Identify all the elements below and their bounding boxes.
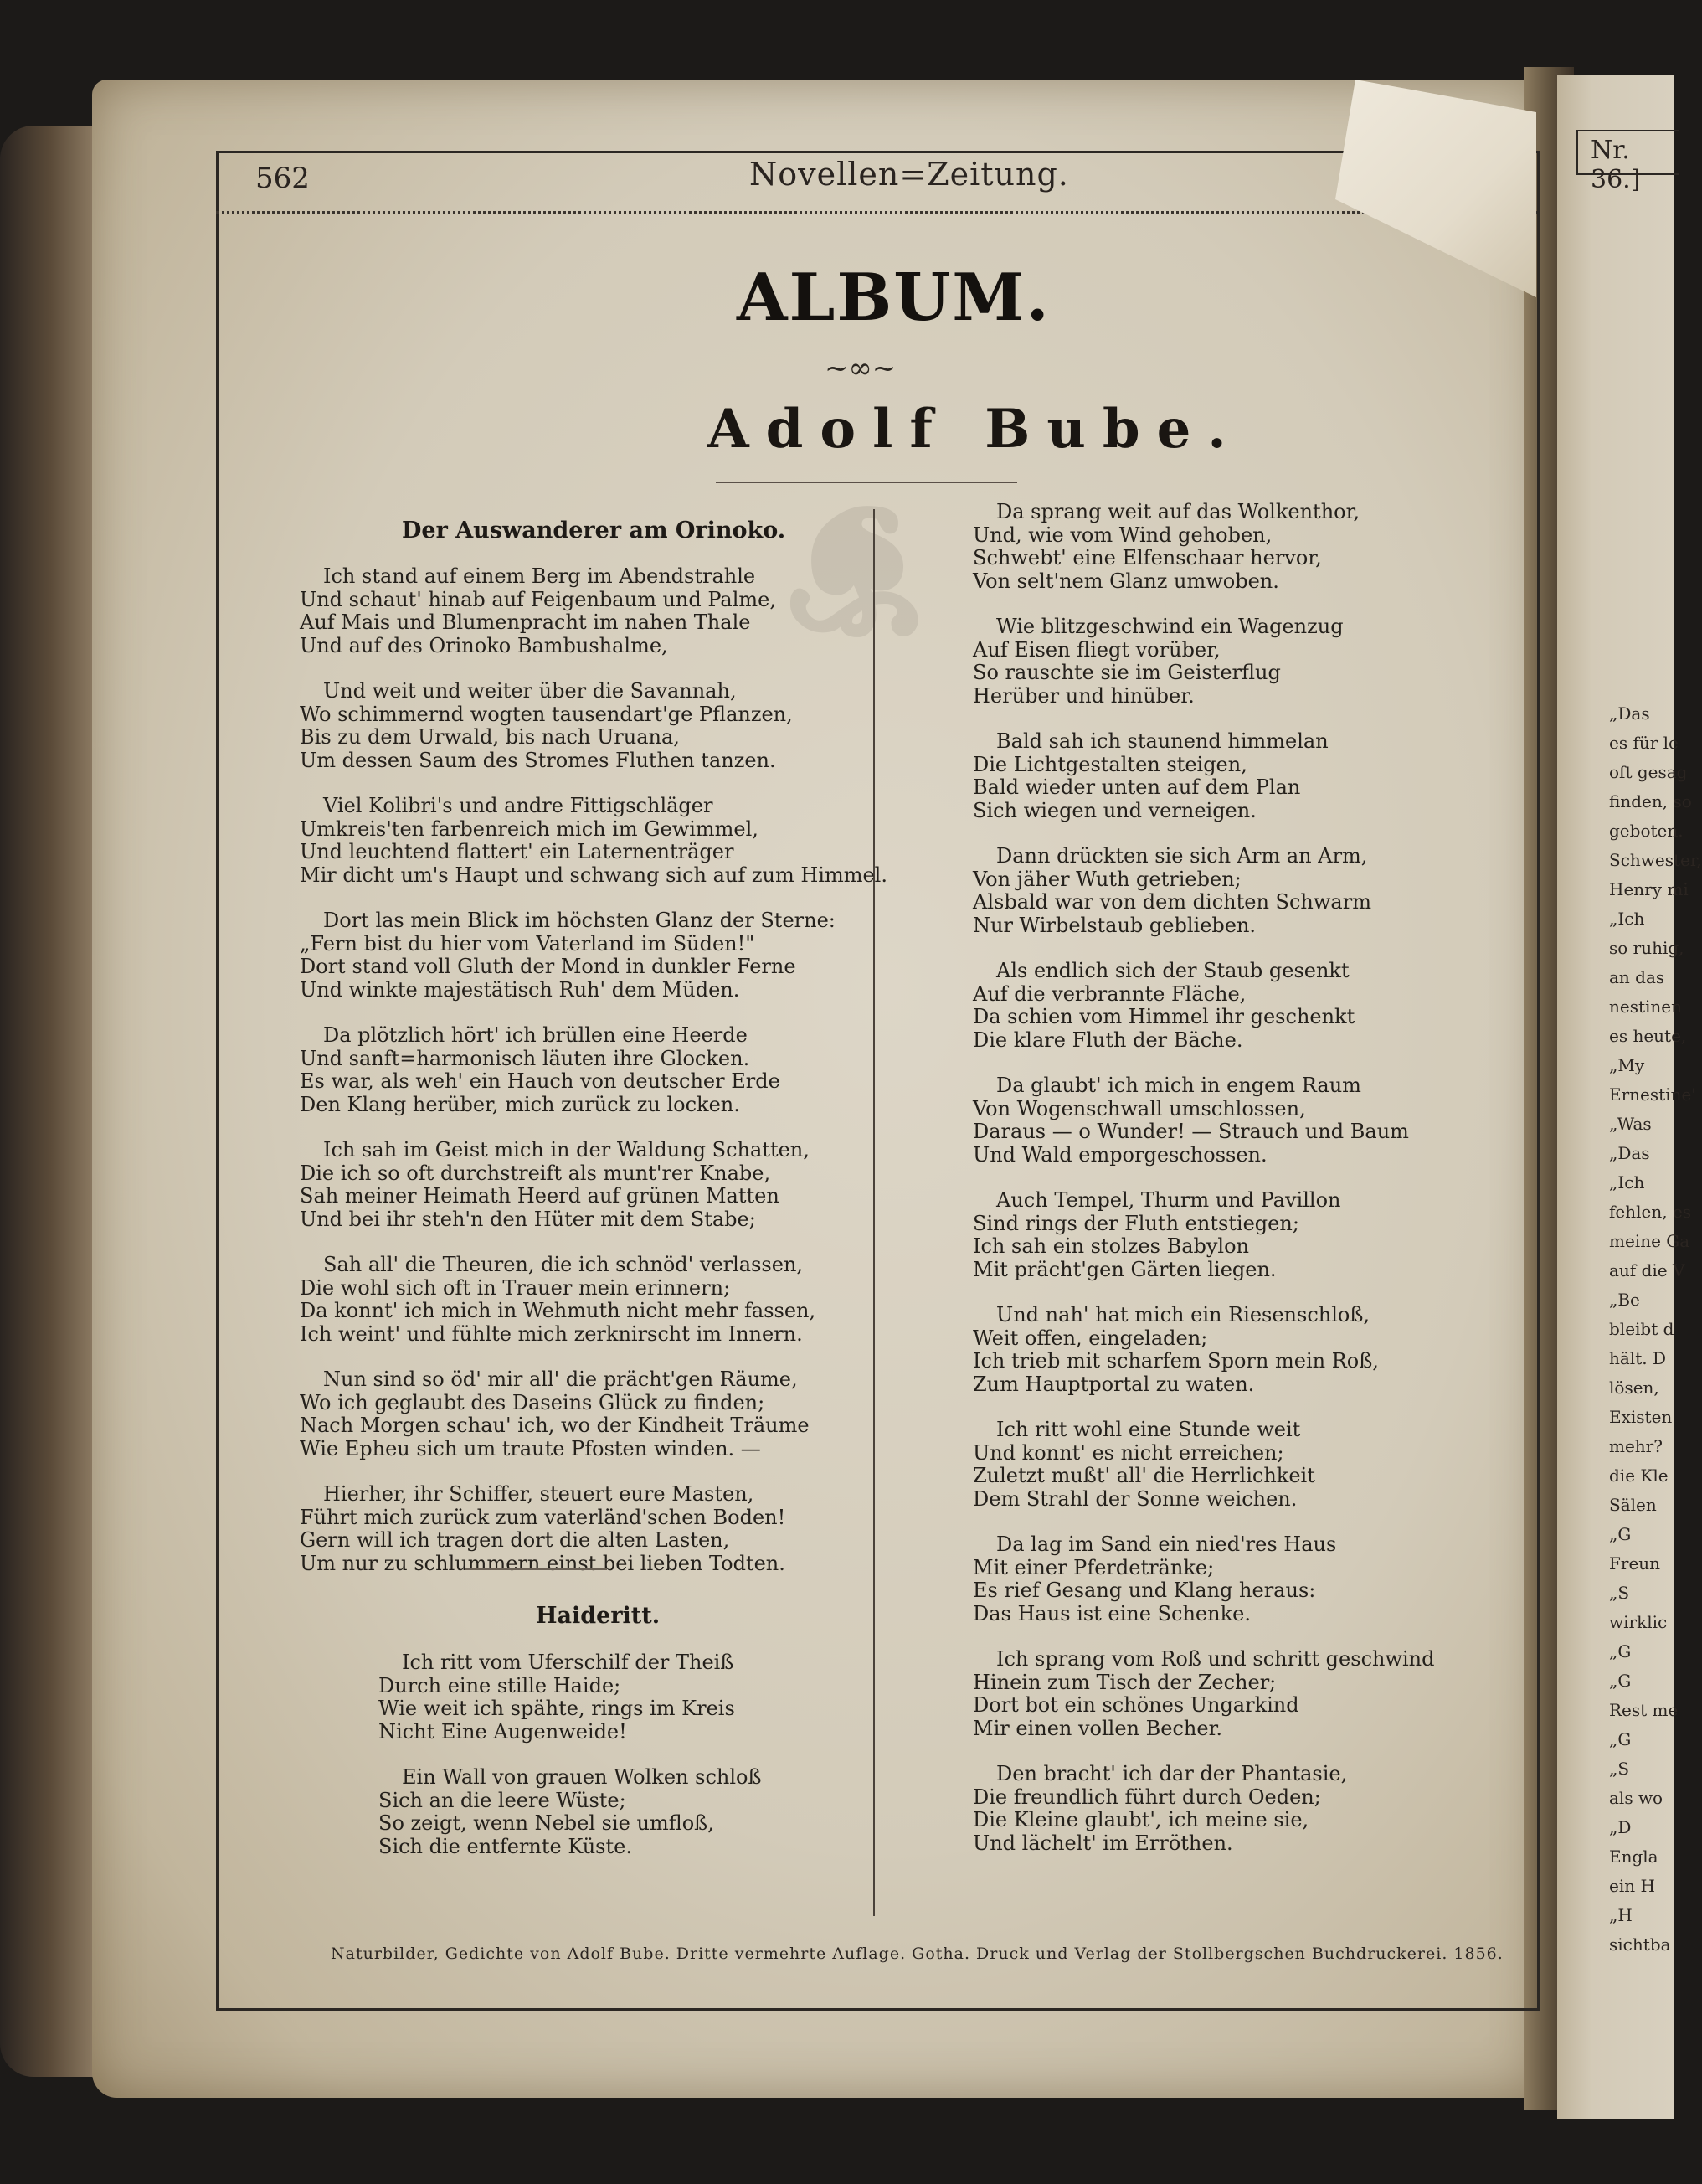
verse-line: Die klare Fluth der Bäche. xyxy=(973,1028,1243,1052)
verse-line: Dort bot ein schönes Ungarkind xyxy=(973,1693,1299,1717)
verse-line: Wie blitzgeschwind ein Wagenzug xyxy=(996,615,1344,638)
verse-line: Und auf des Orinoko Bambushalme, xyxy=(300,633,668,657)
next-page-line: Rest me xyxy=(1609,1700,1679,1720)
stanza xyxy=(300,1024,780,1116)
verse-line: Führt mich zurück zum vaterländ'schen Boden! xyxy=(300,1505,786,1529)
verse-line: Und konnt' es nicht erreichen; xyxy=(973,1440,1284,1465)
verse-line: Gern will ich tragen dort die alten Lasten, xyxy=(300,1528,730,1552)
next-page-line: „Was xyxy=(1609,1114,1652,1134)
stanza xyxy=(973,1304,1379,1396)
verse-line: Auch Tempel, Thurm und Pavillon xyxy=(996,1188,1341,1212)
verse-line: Und leuchtend flattert' ein Laternenträger xyxy=(300,840,734,863)
verse-line: Bis zu dem Urwald, bis nach Uruana, xyxy=(300,725,680,749)
stanza xyxy=(973,845,1371,937)
next-page-line: die Kle xyxy=(1609,1465,1669,1486)
verse-line: Mir einen vollen Becher. xyxy=(973,1716,1223,1740)
next-page-header: Nr. 36.] xyxy=(1591,136,1641,194)
next-page-line: hält. D xyxy=(1609,1348,1666,1368)
verse-line: Von Wogenschwall umschlossen, xyxy=(973,1096,1306,1120)
next-page-line: oft gesag xyxy=(1609,762,1688,782)
verse-line: Hierher, ihr Schiffer, steuert eure Masten, xyxy=(323,1482,754,1506)
stanza xyxy=(300,1483,785,1575)
verse-line: Nicht Eine Augenweide! xyxy=(378,1719,627,1744)
verse-line: Ich sah im Geist mich in der Waldung Schatten, xyxy=(323,1138,810,1162)
verse-line: Nur Wirbelstaub geblieben. xyxy=(973,913,1257,937)
next-page-line: meine Ga xyxy=(1609,1231,1690,1251)
show-through-watermark: ❦ xyxy=(781,461,944,678)
verse-line: Daraus — o Wunder! — Strauch und Baum xyxy=(973,1120,1409,1143)
verse-line: Dann drückten sie sich Arm an Arm, xyxy=(996,844,1368,868)
stanza xyxy=(378,1766,762,1858)
next-page-line: nestinen xyxy=(1609,997,1683,1017)
next-page-line: es für le xyxy=(1609,733,1679,753)
next-page-line: ein H xyxy=(1609,1876,1655,1896)
poem-title: Der Auswanderer am Orinoko. xyxy=(402,518,786,543)
verse-line: Um nur zu schlummern einst bei lieben Todten. xyxy=(300,1551,785,1575)
verse-line: Und schaut' hinab auf Feigenbaum und Palme, xyxy=(300,587,777,611)
verse-line: Da glaubt' ich mich in engem Raum xyxy=(996,1074,1361,1097)
next-page-line: „S xyxy=(1609,1759,1630,1779)
verse-line: Nun sind so öd' mir all' die prächt'gen Räume, xyxy=(323,1368,798,1391)
verse-line: Schwebt' eine Elfenschaar hervor, xyxy=(973,546,1322,569)
next-page-line: mehr? xyxy=(1609,1436,1663,1456)
next-page-line: „Ich xyxy=(1609,1172,1645,1192)
next-page-line: fehlen, es xyxy=(1609,1202,1692,1222)
verse-line: Ich sprang vom Roß und schritt geschwind xyxy=(996,1647,1435,1671)
stanza xyxy=(973,1533,1336,1625)
verse-line: Auf die verbrannte Fläche, xyxy=(973,981,1247,1006)
next-page-line: Freun xyxy=(1609,1553,1661,1574)
verse-line: Bald wieder unten auf dem Plan xyxy=(973,775,1301,799)
album-title: ALBUM. xyxy=(737,260,1051,336)
verse-line: Die Lichtgestalten steigen, xyxy=(973,752,1247,776)
next-page-line: „S xyxy=(1609,1583,1630,1603)
stanza xyxy=(300,565,776,657)
verse-line: Ein Wall von grauen Wolken schloß xyxy=(402,1765,762,1789)
next-page-line: „G xyxy=(1609,1641,1632,1661)
stanza xyxy=(973,1189,1340,1281)
stanza xyxy=(973,1648,1435,1740)
stanza xyxy=(973,1074,1409,1167)
next-page-line: lösen, xyxy=(1609,1378,1659,1398)
verse-line: Es war, als weh' ein Hauch von deutscher Erde xyxy=(300,1069,780,1093)
verse-line: Und bei ihr steh'n den Hüter mit dem Stabe; xyxy=(300,1207,756,1231)
next-page-line: „G xyxy=(1609,1729,1632,1749)
verse-line: Bald sah ich staunend himmelan xyxy=(996,729,1329,753)
verse-line: Sind rings der Fluth entstiegen; xyxy=(973,1211,1299,1235)
stanza xyxy=(300,795,887,887)
next-page-line: Henry mi xyxy=(1609,879,1689,899)
verse-line: Herüber und hinüber. xyxy=(973,683,1195,708)
next-page-line: finden, so xyxy=(1609,791,1692,811)
verse-line: Da schien vom Himmel ihr geschenkt xyxy=(973,1005,1355,1028)
verse-line: So rauschte sie im Geisterflug xyxy=(973,661,1281,684)
verse-line: Den Klang herüber, mich zurück zu locken. xyxy=(300,1092,740,1116)
verse-line: Von jäher Wuth getrieben; xyxy=(973,867,1242,891)
next-page-line: „Das xyxy=(1609,703,1650,724)
next-page-line: Schwester, xyxy=(1609,850,1702,870)
verse-line: Das Haus ist eine Schenke. xyxy=(973,1601,1251,1625)
next-page-line: „G xyxy=(1609,1524,1632,1544)
verse-line: Weit offen, eingeladen; xyxy=(973,1326,1208,1350)
verse-line: Hinein zum Tisch der Zecher; xyxy=(973,1670,1277,1694)
verse-line: Und Wald emporgeschossen. xyxy=(973,1142,1268,1167)
next-page-line: „Ich xyxy=(1609,909,1645,929)
next-page-line: Sälen xyxy=(1609,1495,1657,1515)
next-page-line: Existen xyxy=(1609,1407,1673,1427)
verse-line: Ich stand auf einem Berg im Abendstrahle xyxy=(323,564,756,588)
verse-line: Ich weint' und fühlte mich zerknirscht im Innern. xyxy=(300,1321,803,1346)
next-page-line: sichtba xyxy=(1609,1934,1671,1955)
poem-title: Haideritt. xyxy=(536,1603,661,1629)
author-rule xyxy=(716,482,1017,483)
next-page-line: bleibt d xyxy=(1609,1319,1674,1339)
verse-line: Mit prächt'gen Gärten liegen. xyxy=(973,1257,1277,1281)
next-page-line: „H xyxy=(1609,1905,1633,1925)
verse-line: Dort las mein Blick im höchsten Glanz der Sterne: xyxy=(323,909,836,932)
header-rule xyxy=(216,211,1537,214)
verse-line: Da plötzlich hört' ich brüllen eine Heerde xyxy=(323,1023,748,1047)
verse-line: Sah all' die Theuren, die ich schnöd' verlassen, xyxy=(323,1253,804,1276)
stanza xyxy=(973,501,1360,593)
next-page-line: an das xyxy=(1609,967,1665,987)
verse-line: Als endlich sich der Staub gesenkt xyxy=(996,959,1350,982)
next-page-line: wirklic xyxy=(1609,1612,1668,1632)
next-page-line: „Be xyxy=(1609,1290,1640,1310)
verse-line: Die wohl sich oft in Trauer mein erinnern; xyxy=(300,1275,731,1300)
verse-line: Den bracht' ich dar der Phantasie, xyxy=(996,1762,1348,1785)
verse-line: Ich ritt vom Uferschilf der Theiß xyxy=(402,1651,734,1674)
stanza xyxy=(300,1254,815,1346)
next-page-line: geboten. xyxy=(1609,821,1684,841)
page-number: 562 xyxy=(255,162,310,195)
verse-line: Sah meiner Heimath Heerd auf grünen Matten xyxy=(300,1184,779,1208)
verse-line: Da sprang weit auf das Wolkenthor, xyxy=(996,500,1360,523)
column-divider xyxy=(873,509,875,1916)
verse-line: Die ich so oft durchstreift als munt'rer Knabe, xyxy=(300,1161,771,1185)
verse-line: Ich ritt wohl eine Stunde weit xyxy=(996,1418,1301,1441)
stanza xyxy=(973,730,1329,822)
next-page-line: „G xyxy=(1609,1671,1632,1691)
verse-line: Mit einer Pferdetränke; xyxy=(973,1555,1215,1579)
verse-line: Dem Strahl der Sonne weichen. xyxy=(973,1486,1298,1511)
verse-line: Durch eine stille Haide; xyxy=(378,1673,621,1697)
stanza xyxy=(300,1368,810,1460)
next-page-line: es heute, xyxy=(1609,1026,1687,1046)
verse-line: Es rief Gesang und Klang heraus: xyxy=(973,1579,1316,1602)
verse-line: „Fern bist du hier vom Vaterland im Süden!" xyxy=(300,931,755,956)
next-page-line: „Das xyxy=(1609,1143,1650,1163)
verse-line: Auf Mais und Blumenpracht im nahen Thale xyxy=(300,610,751,634)
verse-line: Alsbald war von dem dichten Schwarm xyxy=(973,890,1371,914)
verse-line: Von selt'nem Glanz umwoben. xyxy=(973,569,1279,593)
verse-line: Wie Epheu sich um traute Pfosten winden. — xyxy=(300,1436,761,1460)
verse-line: Nach Morgen schau' ich, wo der Kindheit Träume xyxy=(300,1414,810,1437)
next-page-line: auf die V xyxy=(1609,1260,1685,1280)
verse-line: Viel Kolibri's und andre Fittigschläger xyxy=(323,794,713,817)
verse-line: Zum Hauptportal zu waten. xyxy=(973,1372,1255,1396)
stanza xyxy=(973,960,1355,1052)
poem-separator xyxy=(465,1568,607,1570)
author-name: Adolf Bube. xyxy=(707,398,1243,461)
journal-title: Novellen=Zeitung. xyxy=(749,156,1069,193)
verse-line: Und lächelt' im Erröthen. xyxy=(973,1831,1233,1855)
verse-line: Die Kleine glaubt', ich meine sie, xyxy=(973,1808,1309,1831)
verse-line: Sich die entfernte Küste. xyxy=(378,1834,632,1858)
verse-line: Und weit und weiter über die Savannah, xyxy=(323,679,737,703)
verse-line: Und winkte majestätisch Ruh' dem Müden. xyxy=(300,977,740,1002)
verse-line: Da konnt' ich mich in Wehmuth nicht mehr fassen, xyxy=(300,1299,816,1322)
verse-line: So zeigt, wenn Nebel sie umfloß, xyxy=(378,1811,714,1835)
verse-line: Da lag im Sand ein nied'res Haus xyxy=(996,1532,1337,1556)
imprint-line: Naturbilder, Gedichte von Adolf Bube. Dritte vermehrte Auflage. Gotha. Druck und Verlag der Stollbergschen Buchdruckerei. 1856. xyxy=(331,1944,1504,1963)
stanza xyxy=(378,1651,735,1744)
verse-line: Ich sah ein stolzes Babylon xyxy=(973,1234,1250,1258)
stanza xyxy=(973,1763,1347,1855)
next-page-line: Engla xyxy=(1609,1847,1658,1867)
stanza xyxy=(300,680,793,772)
stanza xyxy=(300,1139,810,1231)
verse-line: Die freundlich führt durch Oeden; xyxy=(973,1785,1321,1809)
verse-line: Wo ich geglaubt des Daseins Glück zu finden; xyxy=(300,1390,765,1414)
stanza xyxy=(973,616,1344,708)
verse-line: Wie weit ich spähte, rings im Kreis xyxy=(378,1697,735,1720)
verse-line: Zuletzt mußt' all' die Herrlichkeit xyxy=(973,1464,1315,1487)
stanza xyxy=(973,1419,1315,1511)
verse-line: Mir dicht um's Haupt und schwang sich auf zum Himmel. xyxy=(300,863,887,887)
verse-line: Ich trieb mit scharfem Sporn mein Roß, xyxy=(973,1349,1379,1373)
verse-line: Sich wiegen und verneigen. xyxy=(973,798,1257,822)
verse-line: Um dessen Saum des Stromes Fluthen tanzen. xyxy=(300,748,776,772)
verse-line: Wo schimmernd wogten tausendart'ge Pflanzen, xyxy=(300,702,793,726)
next-page-line: „My xyxy=(1609,1055,1645,1075)
next-page-line: als wo xyxy=(1609,1788,1663,1808)
next-page-line: Ernestine' xyxy=(1609,1084,1696,1105)
verse-line: Dort stand voll Gluth der Mond in dunkler Ferne xyxy=(300,955,796,978)
verse-line: Und sanft=harmonisch läuten ihre Glocken. xyxy=(300,1046,750,1070)
next-page-line: so ruhig, xyxy=(1609,938,1684,958)
verse-line: Sich an die leere Wüste; xyxy=(378,1788,626,1812)
verse-line: Auf Eisen fliegt vorüber, xyxy=(973,637,1221,662)
stanza xyxy=(300,909,836,1002)
verse-line: Und nah' hat mich ein Riesenschloß, xyxy=(996,1303,1370,1326)
next-page-line: „D xyxy=(1609,1817,1632,1837)
verse-line: Und, wie vom Wind gehoben, xyxy=(973,523,1273,547)
verse-line: Umkreis'ten farbenreich mich im Gewimmel, xyxy=(300,816,758,841)
ornament-flourish-icon: ~∞~ xyxy=(825,352,897,385)
